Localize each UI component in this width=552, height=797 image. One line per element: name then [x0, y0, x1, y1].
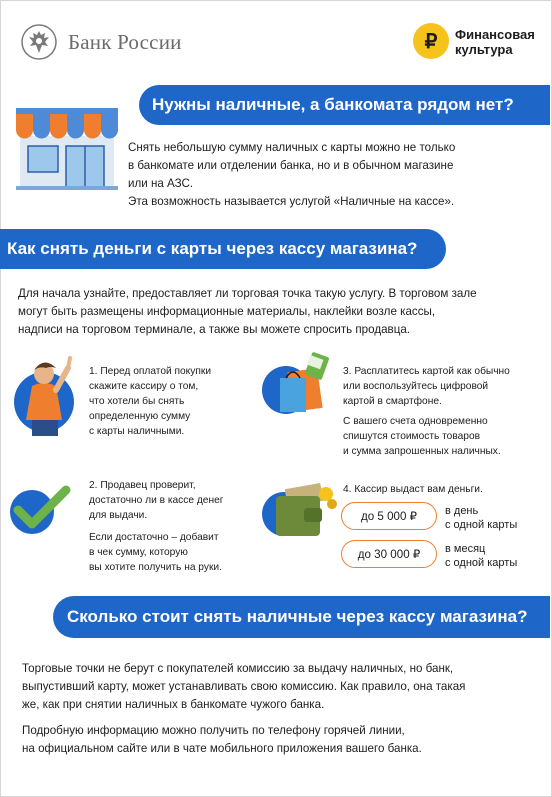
- text-line: определенную сумму: [89, 411, 191, 422]
- text-line: С вашего счета одновременно: [343, 416, 488, 427]
- text-line: картой в смартфоне.: [343, 396, 442, 407]
- step-3-continued-text: [343, 414, 533, 459]
- step-2-text: [89, 478, 249, 523]
- more-info-text: [22, 722, 542, 758]
- text-line: Эта возможность называется услугой «Наличные на кассе».: [128, 195, 455, 208]
- text-line: с одной карты: [445, 519, 518, 531]
- step-4-text: 4. Кассир выдаст вам деньги.: [343, 484, 483, 495]
- section-heading-cost: [53, 596, 550, 638]
- monthly-limit-note: [445, 542, 545, 570]
- financial-culture-logo-icon: [412, 22, 450, 60]
- text-line: выпустивший карту, может устанавливать свою комиссию. Как правило, она такая: [22, 680, 466, 693]
- text-line: Снять небольшую сумму наличных с карты можно не только: [128, 141, 456, 154]
- text-line: в чек сумму, которую: [89, 547, 188, 558]
- text-line: с одной карты: [445, 557, 518, 569]
- svg-text:₽: ₽: [424, 31, 438, 53]
- section-heading-how-to-withdraw: [0, 229, 446, 269]
- text-line: 1. Перед оплатой покупки: [89, 366, 212, 377]
- partner-name: Финансовая культура: [455, 27, 535, 57]
- text-line: же, как при снятии наличных в банкомате чужого банка.: [22, 698, 325, 711]
- text-line: с карты наличными.: [89, 426, 185, 437]
- step-2-continued-text: [89, 530, 249, 575]
- section-heading-no-atm: [139, 85, 550, 125]
- bank-name: Банк России: [68, 30, 182, 54]
- text-line: и сумма запрошенных наличных.: [343, 446, 501, 457]
- step-3-text: [343, 364, 533, 409]
- cost-text: [22, 660, 542, 714]
- text-line: вы хотите получить на руки.: [89, 562, 222, 573]
- text-line: Для начала узнайте, предоставляет ли торговая точка такую услугу. В торговом зале: [18, 287, 477, 300]
- text-line: 2. Продавец проверит,: [89, 480, 196, 491]
- text-line: на официальном сайте или в чате мобильного приложения вашего банка.: [22, 742, 422, 755]
- section-title: Сколько стоит снять наличные через кассу магазина?: [67, 607, 528, 626]
- text-line: 3. Расплатитесь картой как обычно: [343, 366, 510, 377]
- text-line: достаточно ли в кассе денег: [89, 495, 224, 506]
- shop-storefront-icon: [12, 100, 122, 192]
- text-line: Если достаточно – добавит: [89, 532, 219, 543]
- text-line: для выдачи.: [89, 510, 148, 521]
- section-title: Как снять деньги с карты через кассу магазина?: [7, 239, 418, 258]
- section-title: Нужны наличные, а банкомата рядом нет?: [152, 95, 514, 114]
- text-line: могут быть размещены информационные материалы, наклейки возле кассы,: [18, 305, 436, 318]
- card-and-shopping-bags-icon: [260, 352, 332, 418]
- intro-text: [128, 139, 528, 211]
- daily-limit-badge: до 5 000 ₽: [341, 502, 437, 530]
- text-line: Торговые точки не берут с покупателей комиссию за выдачу наличных, но банк,: [22, 662, 454, 675]
- bank-of-russia-emblem-icon: [21, 24, 57, 60]
- text-line: Подробную информацию можно получить по телефону горячей линии,: [22, 724, 405, 737]
- person-raising-hand-icon: [10, 340, 90, 440]
- text-line: в банкомате или отделении банка, но и в обычном магазине: [128, 159, 454, 172]
- text-line: или воспользуйтесь цифровой: [343, 381, 489, 392]
- check-service-text: [18, 285, 538, 339]
- text-line: в день: [445, 505, 479, 517]
- checkmark-icon: [10, 482, 74, 538]
- text-line: спишутся стоимость товаров: [343, 431, 481, 442]
- text-line: надписи на торговом терминале, а также вы можете спросить продавца.: [18, 323, 411, 336]
- monthly-limit-badge: до 30 000 ₽: [341, 540, 437, 568]
- wallet-with-cash-icon: [260, 478, 338, 540]
- daily-limit-note: [445, 504, 545, 532]
- text-line: в месяц: [445, 543, 486, 555]
- step-1-text: [89, 364, 239, 439]
- text-line: скажите кассиру о том,: [89, 381, 199, 392]
- text-line: что хотели бы снять: [89, 396, 185, 407]
- text-line: или на АЗС.: [128, 177, 194, 190]
